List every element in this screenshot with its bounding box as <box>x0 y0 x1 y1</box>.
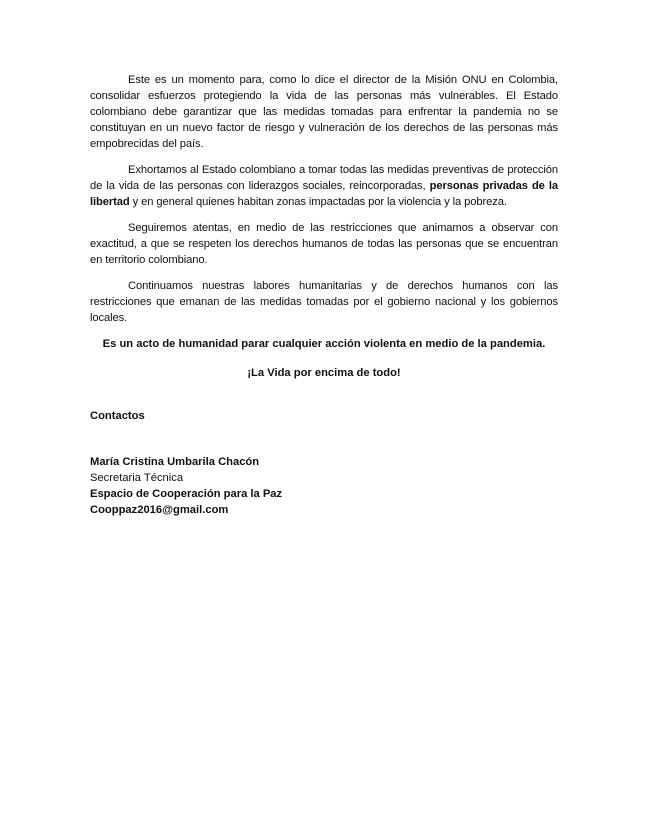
signatory-name: María Cristina Umbarila Chacón <box>90 456 260 468</box>
paragraph-1: Este es un momento para, como lo dice el director de la Misión ONU en Colombia, consolidar esfuerzos protegiendo la vida de las personas más vulnerables. El Estado colombiano debe garantizar que las medidas tomadas para enfrentar la pandemia no se constituyan en un nuevo factor de riesgo y vulneración de los derechos de las personas más empobrecidas del país. <box>90 74 558 150</box>
contact-email[interactable]: Cooppaz2016@gmail.com <box>90 504 229 516</box>
signatory-organization: Espacio de Cooperación para la Paz <box>90 488 283 500</box>
paragraph-3: Seguiremos atentas, en medio de las restricciones que animamos a observar con exactitud, a que se respeten los derechos humanos de todas las personas que se encuentran en territorio colombiano. <box>90 222 558 266</box>
paragraph-4: Continuamos nuestras labores humanitarias y de derechos humanos con las restricciones que emanan de las medidas tomadas por el gobierno nacional y los gobiernos locales. <box>90 280 558 324</box>
paragraph-2-text-before: Exhortamos al Estado colombiano a tomar todas las medidas preventivas de protección de la vida de las personas con liderazgos sociales, reincorporadas, <box>90 164 558 192</box>
signatory-role: Secretaria Técnica <box>90 472 184 484</box>
closing-statement: Es un acto de humanidad parar cualquier acción violenta en medio de la pandemia. <box>102 338 546 350</box>
signature-block <box>90 454 558 518</box>
slogan: ¡La Vida por encima de todo! <box>247 367 401 379</box>
paragraph-2-text-after: y en general quienes habitan zonas impactadas por la violencia y la pobreza. <box>129 196 507 208</box>
document-page <box>90 72 558 518</box>
paragraph-2 <box>90 162 558 210</box>
contacts-heading: Contactos <box>90 410 145 422</box>
paragraph-2-bold-phrase: personas privadas de la libertad <box>90 180 558 208</box>
